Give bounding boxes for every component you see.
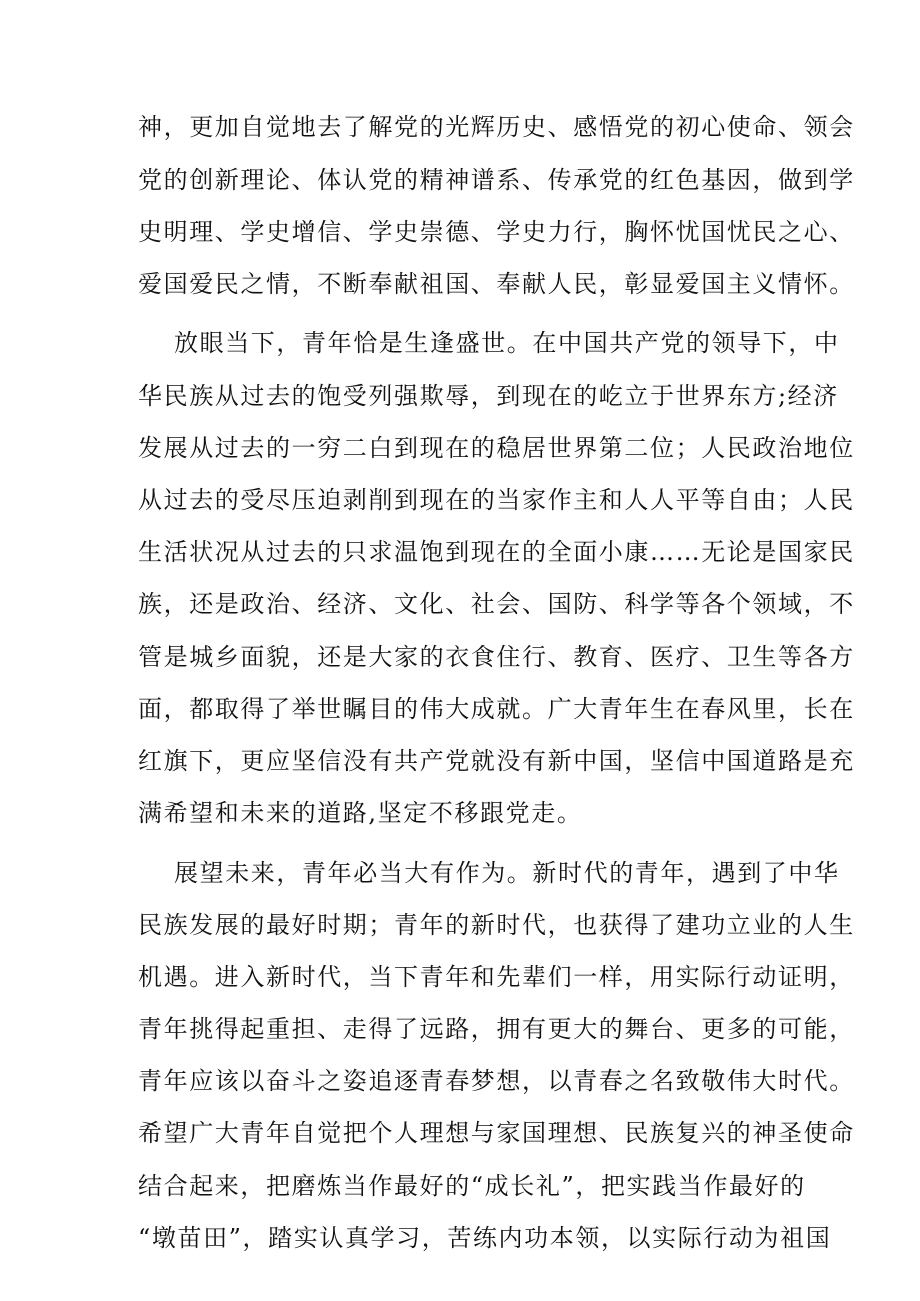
text-line: 青年应该以奋斗之姿追逐青春梦想，以青春之名致敬伟大时代。	[138, 1067, 855, 1095]
text-line: 民族发展的最好时期；青年的新时代，也获得了建功立业的人生	[138, 911, 855, 939]
text-line: 青年挑得起重担、走得了远路，拥有更大的舞台、更多的可能，	[138, 1015, 855, 1043]
text-line: 神，更加自觉地去了解党的光辉历史、感悟党的初心使命、领会	[138, 113, 855, 141]
text-line: 爱国爱民之情，不断奉献祖国、奉献人民，彰显爱国主义情怀。	[138, 270, 855, 298]
text-line: 从过去的受尽压迫剥削到现在的当家作主和人人平等自由；人民	[138, 486, 855, 514]
text-line: 展望未来，青年必当大有作为。新时代的青年，遇到了中华	[174, 859, 840, 887]
text-line: 族，还是政治、经济、文化、社会、国防、科学等各个领域，不	[138, 590, 855, 618]
text-line: 红旗下，更应坚信没有共产党就没有新中国，坚信中国道路是充	[138, 747, 855, 775]
text-line: 放眼当下，青年恰是生逢盛世。在中国共产党的领导下，中	[174, 329, 840, 357]
text-line: 史明理、学史增信、学史崇德、学史力行，胸怀忧国忧民之心、	[138, 218, 855, 246]
text-line: 发展从过去的一穷二白到现在的稳居世界第二位；人民政治地位	[138, 434, 855, 462]
text-line: 满希望和未来的道路,坚定不移跟党走。	[138, 799, 583, 827]
text-line: 机遇。进入新时代，当下青年和先辈们一样，用实际行动证明，	[138, 963, 855, 991]
text-line: 结合起来，把磨炼当作最好的“成长礼”，把实践当作最好的	[138, 1172, 806, 1200]
text-line: 管是城乡面貌，还是大家的衣食住行、教育、医疗、卫生等各方	[138, 643, 855, 671]
text-line: “墩苗田”，踏实认真学习，苦练内功本领，以实际行动为祖国	[138, 1224, 832, 1252]
text-line: 生活状况从过去的只求温饱到现在的全面小康……无论是国家民	[138, 538, 855, 566]
text-line: 党的创新理论、体认党的精神谱系、传承党的红色基因，做到学	[138, 166, 855, 194]
text-line: 希望广大青年自觉把个人理想与家国理想、民族复兴的神圣使命	[138, 1119, 855, 1147]
text-line: 面，都取得了举世瞩目的伟大成就。广大青年生在春风里，长在	[138, 695, 855, 723]
text-line: 华民族从过去的饱受列强欺辱，到现在的屹立于世界东方;经济	[138, 382, 839, 410]
